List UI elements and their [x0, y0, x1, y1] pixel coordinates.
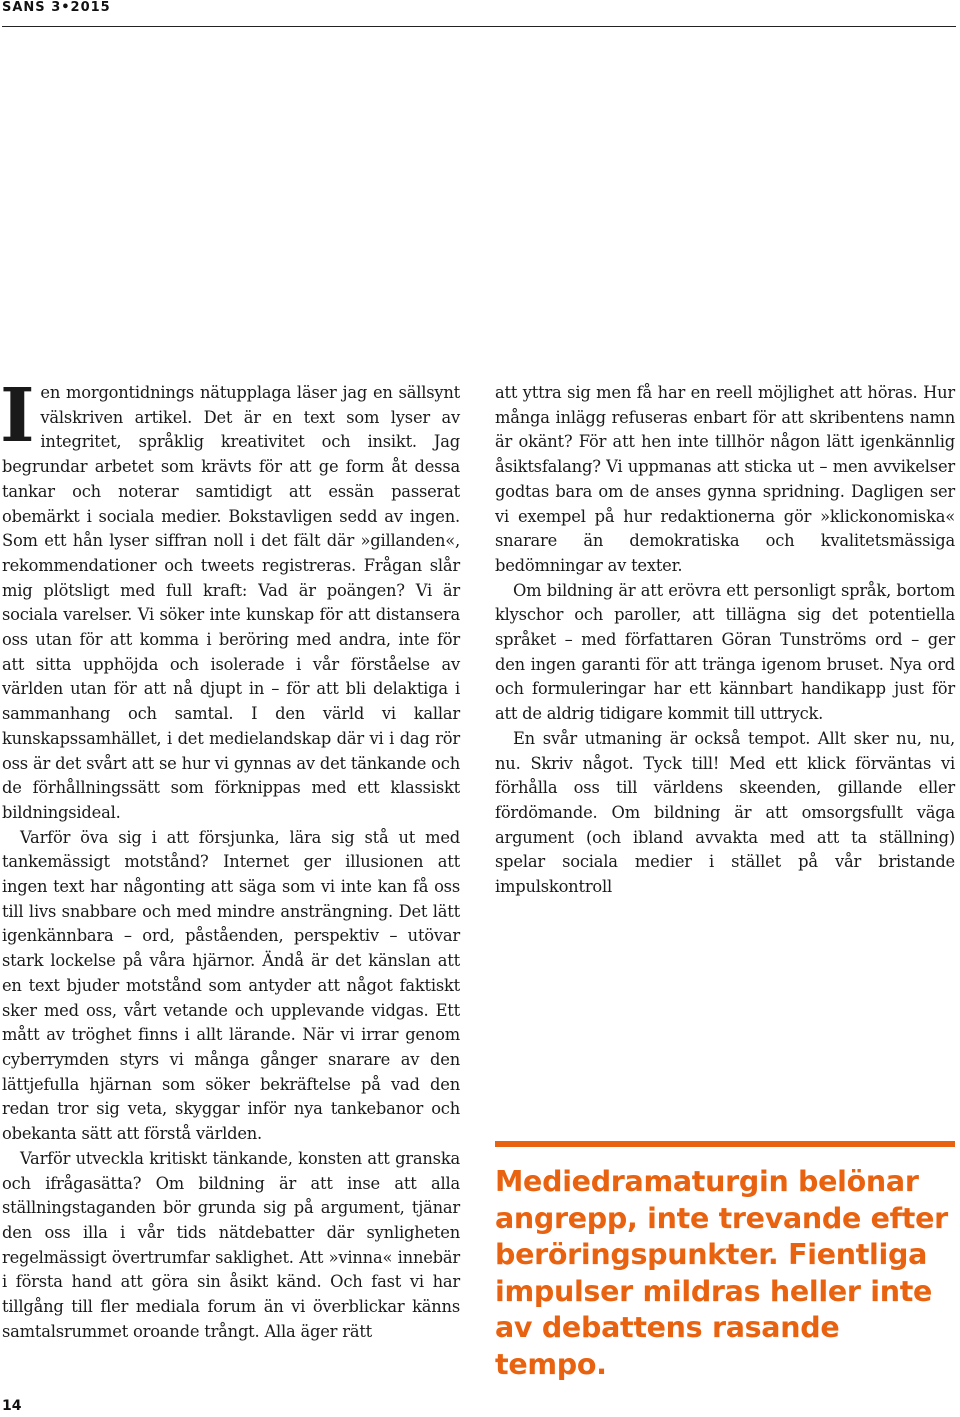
paragraph-3: Varför utveckla kritiskt tänkande, konsten att granska och ifrågasätta? Om bildning är att inse att alla ställningstaganden bör grunda sig på argument, tjänar den oss illa i vår tids nätdebatter där synligheten regelmässigt övertrumfar saklighet. Att »vinna« innebär i första hand att göra sin åsikt känd. Och fast vi har tillgång till fler mediala forum än vi överblickar känns samtalsrummet oroande trångt. Alla äger rätt — [2, 1148, 460, 1341]
running-header — [2, 0, 956, 27]
pull-quote-rule — [495, 1141, 955, 1147]
paragraph-4: att yttra sig men få har en reell möjlighet att höras. Hur många inlägg refuseras enbart för att skribentens namn är okänt? För att hen inte tillhör någon lätt igenkännlig åsiktsfalang? Vi uppmanas att sticka ut – men avvikelser godtas bara om de anses gynna spridning. Dagligen ser vi exempel på hur redaktionerna gör »klickonomiska« snarare än demokratiska och kvalitetsmässiga bedömningar av texter. — [495, 383, 955, 575]
paragraph-1 — [0, 373, 460, 826]
page-number: 14 — [2, 1398, 22, 1414]
paragraph-1-text: en morgontidnings nätupplaga läser jag en sällsynt välskriven artikel. Det är en text som lyser av integritet, språklig kreativitet och insikt. Jag begrundar arbetet som krävts för att ge form åt dessa tankar och noterar samtidigt att essän passerat obemärkt i sociala medier. Bokstavligen sedd av ingen. Som ett hån lyser siffran noll i det fält där »gillanden«, rekommendationer och tweets registreras. Frågan slår mig plötsligt med full kraft: Vad är poängen? Vi är sociala varelser. Vi söker inte kunskap för att distansera oss utan för att komma i beröring med andra, inte för att sitta upphöjda och isolerade i vår förståelse av världen utan för att nå djupt in – för att bli delaktiga i sammanhang och samtal. I den värld vi kallar kunskapssamhället, i det medielandskap där vi i dag rör oss är det svårt att se hur vi gynnas av det tänkande och de förhållningssätt som förknippas med ett klassiskt bildningsideal. — [2, 383, 460, 822]
pull-quote: Mediedramaturgin belönar angrepp, inte trevande efter beröringspunkter. Fientliga impulser mildras heller inte av debattens rasande tempo. — [495, 1165, 948, 1381]
paragraph-5: Om bildning är att erövra ett personligt språk, bortom klyschor och paroller, att tillägna sig det potentiella språket – med författaren Göran Tunströms ord – ger den ingen garanti för att tränga igenom bruset. Nya ord och formuleringar har ett kännbart handikapp just för att de aldrig tidigare kommit till uttryck. — [495, 580, 955, 724]
issue-label: SANS 3•2015 — [2, 0, 111, 15]
article-column-right — [495, 381, 955, 900]
article-column-left — [0, 373, 460, 1344]
paragraph-2: Varför öva sig i att försjunka, lära sig stå ut med tankemässigt motstånd? Internet ger illusionen att ingen text har någonting att säga som vi inte kan få oss till livs snabbare och med mindre ansträngning. Det lätt igenkännbara – ord, påståenden, perspektiv – utövar stark lockelse på våra hjärnor. Ändå är det känslan att en text bjuder motstånd som antyder att något faktiskt sker med oss, vårt vetande och upplevande vidgas. Ett mått av tröghet finns i allt lärande. När vi irrar genom cyberrymden styrs vi många gånger snarare av den lättjefulla hjärnan som söker bekräftelse på vad den redan tror sig veta, skyggar inför nya tankebanor och obekanta sätt att förstå världen. — [2, 827, 460, 1144]
paragraph-6: En svår utmaning är också tempot. Allt sker nu, nu, nu. Skriv något. Tyck till! Med ett klick förväntas vi förhålla oss till världens skeenden, gillande eller fördömande. Om bildning är att omsorgsfullt väga argument (och ibland avvakta med att ta ställning) spelar sociala medier i stället på vår bristande impulskontroll — [495, 728, 955, 897]
drop-cap: I — [0, 373, 35, 459]
